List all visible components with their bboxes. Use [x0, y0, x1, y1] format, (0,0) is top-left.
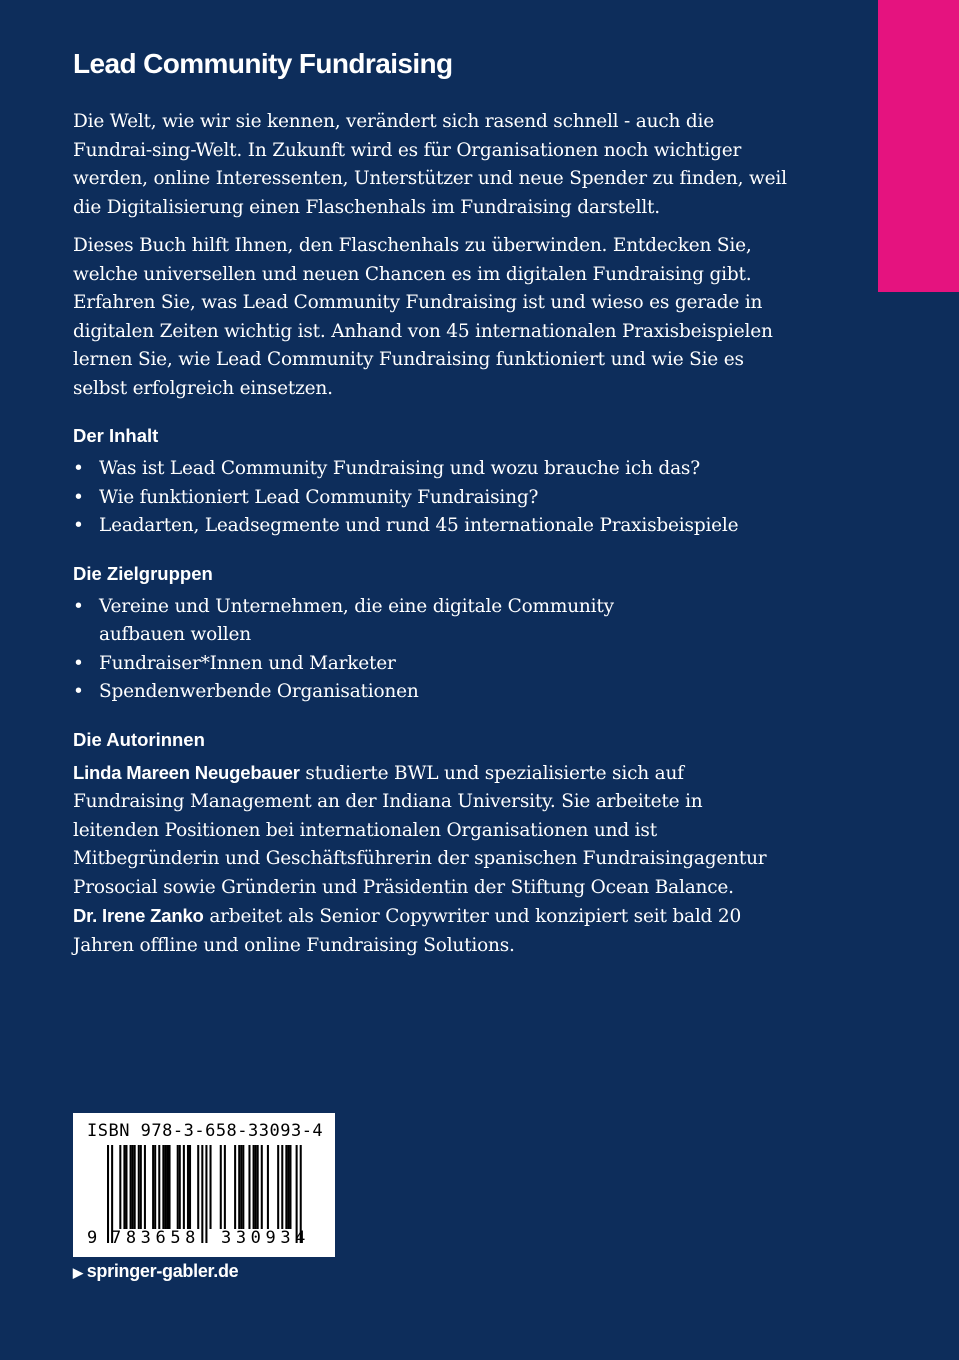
barcode-bar — [257, 1145, 259, 1229]
barcode-first-digit: 9 — [87, 1228, 98, 1248]
list-item — [73, 455, 793, 484]
barcode-bar — [179, 1145, 181, 1229]
barcode-bar — [187, 1145, 189, 1229]
barcode-bar — [253, 1145, 255, 1229]
barcode-bar — [144, 1145, 146, 1229]
barcode-bar — [134, 1145, 136, 1229]
isbn-barcode — [73, 1113, 335, 1257]
book-title: Lead Community Fundraising — [73, 48, 453, 79]
author-1-name: Linda Mareen Neugebauer — [73, 761, 300, 783]
list-item — [73, 512, 793, 541]
website-text: springer-gabler.de — [86, 1261, 239, 1281]
barcode-bar — [125, 1145, 127, 1229]
barcode-bar — [130, 1145, 132, 1229]
bullet-icon: • — [73, 486, 84, 508]
list-item-text: Fundraiser*Innen und Marketer — [99, 652, 396, 674]
barcode-bar — [277, 1145, 279, 1229]
bullet-icon: • — [73, 681, 84, 702]
author-bios — [73, 759, 793, 961]
inhalt-list — [73, 455, 793, 541]
barcode-right-digits: 330934 — [221, 1228, 311, 1248]
barcode-bar — [162, 1145, 164, 1229]
barcode-bar — [238, 1145, 240, 1229]
barcode-bar — [240, 1145, 242, 1229]
bullet-icon: • — [73, 652, 84, 674]
list-item — [73, 678, 793, 707]
barcode-bar — [287, 1145, 289, 1229]
list-item-text: Spendenwerbende Organisationen — [99, 681, 419, 702]
zielgruppen-heading: Die Zielgruppen — [73, 562, 213, 584]
author-2-bio: arbeitet als Senior Copywriter und konzipiert seit bald 20 Jahren offline und online Fundraising Solutions. — [73, 906, 742, 956]
barcode-bar — [154, 1145, 156, 1229]
intro-paragraph-1: Die Welt, wie wir sie kennen, verändert sich rasend schnell - auch die Fundrai-sing-Welt. In Zukunft wird es für Organisationen noch wichtiger werden, online Interessenten, Unterstützer und neue Spender zu finden, weil die Digitalisierung einen Flaschenhals im Fundraising darstellt. — [73, 111, 787, 218]
barcode-bar — [267, 1145, 269, 1229]
barcode-bar — [169, 1145, 171, 1229]
play-arrow-icon: ▶ — [73, 1265, 83, 1280]
list-item-text: Vereine und Unternehmen, die eine digitale Community aufbauen wollen — [99, 595, 614, 645]
list-item — [73, 484, 793, 513]
list-item-text: Leadarten, Leadsegmente und rund 45 internationale Praxisbeispiele — [99, 515, 739, 536]
list-item-text: Was ist Lead Community Fundraising und wozu brauche ich das? — [99, 458, 700, 479]
barcode-bar — [261, 1145, 263, 1229]
barcode-bar — [138, 1145, 140, 1229]
author-1-bio: studierte BWL und spezialisierte sich auf Fundraising Management an der Indiana University. Sie arbeitete in leitenden Positionen bei internationalen Organisationen und ist Mitbegründerin und Geschäftsführerin der spanischen Fundraisingagentur Prosocial sowie Gründerin und Präsidentin der Stiftung Ocean Balance. — [73, 762, 767, 898]
barcode-bar — [132, 1145, 134, 1229]
bullet-icon: • — [73, 595, 84, 617]
barcode-bar — [197, 1145, 199, 1229]
barcode-bar — [189, 1145, 191, 1229]
barcode-bar — [220, 1145, 222, 1229]
barcode-bar — [140, 1145, 142, 1229]
barcode-bar — [164, 1145, 166, 1229]
accent-tab — [878, 0, 959, 292]
barcode-bar — [119, 1145, 121, 1229]
barcode-bar — [285, 1145, 287, 1229]
back-cover-content — [73, 44, 793, 960]
barcode-left-digits: 783658 — [111, 1228, 201, 1248]
barcode-bar — [289, 1145, 291, 1229]
author-2-name: Dr. Irene Zanko — [73, 905, 204, 926]
barcode-bar — [177, 1145, 179, 1229]
inhalt-heading: Der Inhalt — [73, 425, 159, 446]
intro-paragraph-2: Dieses Buch hilft Ihnen, den Flaschenhals zu überwinden. Entdecken Sie, welche universellen und neuen Chancen es im digitalen Fundraising gibt. Erfahren Sie, was Lead Community Fundraising ist und wieso es gerade in digitalen Zeiten wichtig ist. Anhand von 45 internationalen Praxisbeispielen lernen Sie, wie Lead Community Fundraising funktioniert und wie Sie es selbst erfolgreich einsetzen. — [73, 235, 773, 399]
barcode-bar — [123, 1145, 125, 1229]
barcode-bar — [255, 1145, 257, 1229]
barcode-bar — [242, 1145, 244, 1229]
bullet-icon: • — [73, 458, 84, 479]
barcode-bar — [281, 1145, 283, 1229]
barcode-digits — [73, 1228, 335, 1254]
barcode-bar — [210, 1145, 212, 1229]
publisher-website[interactable] — [73, 1261, 238, 1282]
list-item-text: Wie funktioniert Lead Community Fundraising? — [99, 486, 539, 508]
barcode-bar — [248, 1145, 250, 1229]
barcode-bar — [234, 1145, 236, 1229]
barcode-bar — [152, 1145, 154, 1229]
barcode-bar — [183, 1145, 185, 1229]
barcode-bar — [224, 1145, 226, 1229]
list-item — [73, 650, 793, 679]
barcode-bar — [158, 1145, 160, 1229]
list-item — [73, 593, 639, 650]
autorinnen-heading: Die Autorinnen — [73, 728, 205, 750]
bullet-icon: • — [73, 515, 84, 536]
zielgruppen-list — [73, 593, 793, 707]
isbn-label: ISBN 978-3-658-33093-4 — [87, 1121, 324, 1141]
barcode-bar — [166, 1145, 168, 1229]
